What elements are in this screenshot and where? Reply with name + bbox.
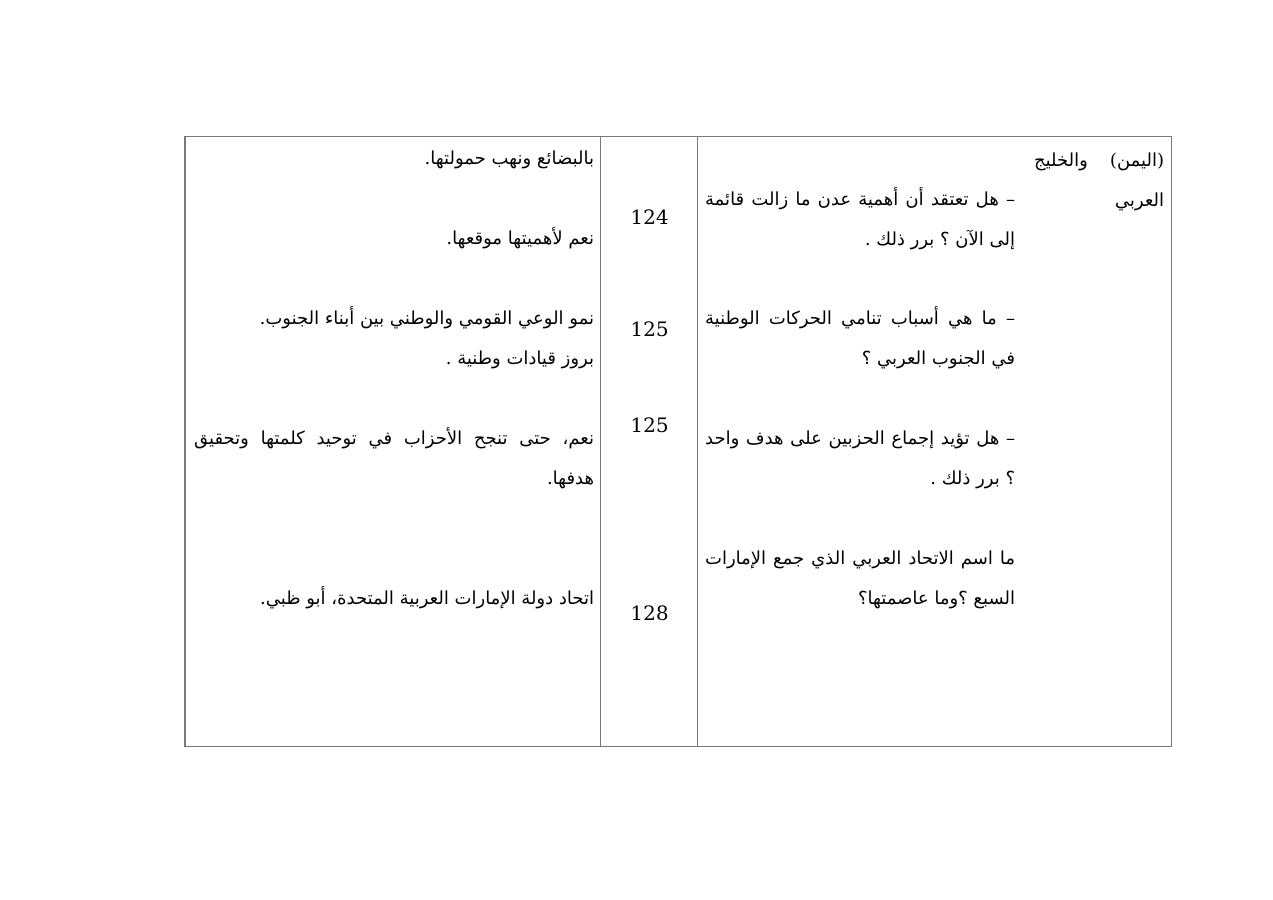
question-2: – ما هي أسباب تنامي الحركات الوطنية في الجنوب العربي ؟ (705, 308, 1015, 369)
topic-column (1021, 137, 1172, 746)
page-number-3: 125 (630, 413, 669, 437)
pages-column (600, 137, 697, 746)
topic-cell: (اليمن) والخليج العربي (1034, 150, 1164, 211)
page-number-2: 125 (630, 317, 669, 341)
answers-column (185, 137, 600, 746)
question-3: – هل تؤيد إجماع الحزبين على هدف واحد ؟ برر ذلك . (705, 428, 1015, 489)
answer-2-line-1: نمو الوعي القومي والوطني بين أبناء الجنوب. (259, 308, 594, 329)
answer-3: نعم، حتى تنجح الأحزاب في توحيد كلمتها وتحقيق هدفها. (194, 428, 594, 489)
answer-carryover: بالبضائع ونهب حمولتها. (424, 148, 594, 169)
page-number-1: 124 (630, 205, 669, 229)
answer-1: نعم لأهميتها موقعها. (446, 228, 594, 249)
questions-column (697, 137, 1021, 746)
page-number-4: 128 (630, 601, 669, 625)
question-1: – هل تعتقد أن أهمية عدن ما زالت قائمة إلى الآن ؟ برر ذلك . (705, 189, 1015, 250)
answer-2-line-2: بروز قيادات وطنية . (445, 348, 594, 369)
answer-4: اتحاد دولة الإمارات العربية المتحدة، أبو ظبي. (260, 588, 594, 609)
question-4: ما اسم الاتحاد العربي الذي جمع الإمارات السبع ؟وما عاصمتها؟ (705, 548, 1015, 609)
lesson-table (184, 136, 1172, 747)
